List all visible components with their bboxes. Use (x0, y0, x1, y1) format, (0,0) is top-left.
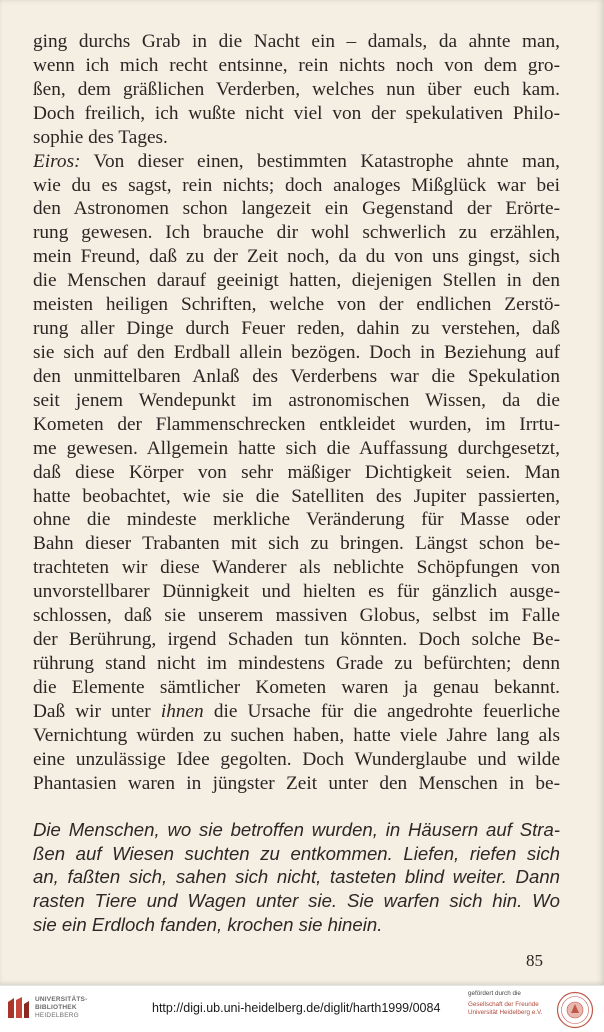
text-line: unvorstellbarer Dünnigkeit und hielten es für gänzlich ausge- (33, 581, 560, 603)
text-line: me gewesen. Allgemein hatte sich die Auffassung durchgesetzt, (33, 437, 560, 459)
speaker-line (33, 150, 560, 174)
text-line: Doch freilich, ich wußte nicht viel von der spekulativen Philo- (33, 102, 560, 124)
text-line: ohne die mindeste merkliche Veränderung für Masse oder (33, 509, 560, 531)
library-name-line3: HEIDELBERG (35, 1012, 79, 1019)
text-line: meisten heiligen Schriften, welche von der endlichen Zerstö- (33, 294, 560, 316)
text-line: wenn ich mich recht entsinne, rein nichts noch von dem gro- (33, 54, 560, 76)
illustration-caption (33, 818, 560, 936)
sponsor-org-line1: Gesellschaft der Freunde (468, 1000, 539, 1008)
caption-line: ßen auf Wiesen suchten zu entkommen. Liefen, riefen sich (33, 842, 560, 864)
text-line: hatte beobachtet, wie sie die Satelliten des Jupiter passierten, (33, 485, 560, 507)
emphasis-line (33, 700, 560, 724)
emphasized-word: ihnen (160, 700, 204, 722)
sponsor-block (468, 990, 542, 1018)
text-line: eine unzulässige Idee gegolten. Doch Wunderglaube und wilde (33, 748, 560, 770)
text-line: rührung stand nicht im mindestens Grade zu befürchten; denn (33, 652, 560, 674)
library-name-line1: UNIVERSITÄTS- (35, 996, 88, 1003)
university-library-logo-icon (4, 994, 32, 1022)
page-number: 85 (526, 951, 543, 970)
body-text (33, 30, 560, 796)
text-line: den unmittelbaren Anlaß des Verderbens war die Spekulation (33, 365, 560, 387)
text-line: Phantasien waren in jüngster Zeit unter den Menschen in be- (33, 772, 560, 794)
university-seal-icon (556, 991, 594, 1029)
text-line: mein Freund, daß zu der Zeit noch, da du von uns gingst, sich (33, 246, 560, 268)
digitization-footer (0, 985, 604, 1032)
caption-line: an, faßten sich, sahen sich nicht, tasteten blind weiter. Dann (33, 866, 560, 888)
text-line: den Astronomen schon langezeit ein Gegenstand der Erörte- (33, 198, 560, 220)
text-line: rung aller Dinge durch Feuer reden, dahin zu verstehen, daß (33, 318, 560, 340)
permalink-url[interactable]: http://digi.ub.uni-heidelberg.de/diglit/harth1999/0084 (152, 1001, 441, 1015)
sponsor-label: gefördert durch die (468, 990, 521, 997)
caption-line: Die Menschen, wo sie betroffen wurden, in Häusern auf Stra- (33, 819, 560, 840)
text-line: schlossen, daß sie unserem massiven Globus, selbst im Falle (33, 605, 560, 627)
library-name (35, 996, 87, 1020)
text-line: daß diese Körper von sehr mäßiger Dichtigkeit seien. Man (33, 461, 560, 483)
text-line: Kometen der Flammenschrecken entkleidet wurden, im Irrtu- (33, 413, 560, 435)
text-line: rung gewesen. Ich brauche dir wohl schwerlich zu erzählen, (33, 222, 560, 244)
caption-line: sie ein Erdloch fanden, krochen sie hinein. (33, 913, 383, 935)
text-line: der Berührung, irgend Schaden tun könnten. Doch solche Be- (33, 629, 560, 651)
text-line: Bahn dieser Trabanten mit sich zu bringen. Längst schon be- (33, 533, 560, 555)
text-line: seit jenem Wendepunkt im astronomischen Wissen, da die (33, 389, 560, 411)
emphasis-line-before: Daß wir unter (33, 700, 161, 722)
text-line: trachteten wir diese Wanderer als neblichte Schöpfungen von (33, 557, 560, 579)
library-name-line2: BIBLIOTHEK (35, 1004, 77, 1011)
text-line: die Elemente sämtlicher Kometen waren ja genau bekannt. (33, 676, 560, 698)
text-line: sie sich auf den Erdball allein bezögen. Doch in Beziehung auf (33, 341, 560, 363)
text-line: ßen, dem gräßlichen Verderben, welches nun über euch kam. (33, 78, 560, 100)
text-line: Vernichtung würden zu suchen haben, hatte viele Jahre lang als (33, 724, 560, 746)
caption-line: rasten Tiere und Wagen unter sie. Sie warfen sich hin. Wo (33, 890, 560, 912)
text-line: wie du es sagst, rein nichts; doch analoges Mißglück war bei (33, 174, 560, 196)
text-line: sophie des Tages. (33, 126, 168, 148)
speaker-name: Eiros: (33, 150, 81, 172)
speaker-line-text: Von dieser einen, bestimmten Katastrophe ahnte man, (80, 150, 560, 172)
text-line: ging durchs Grab in die Nacht ein – damals, da ahnte man, (33, 31, 560, 52)
text-line: die Menschen darauf geeinigt hatten, diejenigen Stellen in den (33, 270, 560, 292)
emphasis-line-after: die Ursache für die angedrohte feuerliche (203, 700, 560, 722)
sponsor-org-line2: Universität Heidelberg e.V. (468, 1009, 543, 1016)
